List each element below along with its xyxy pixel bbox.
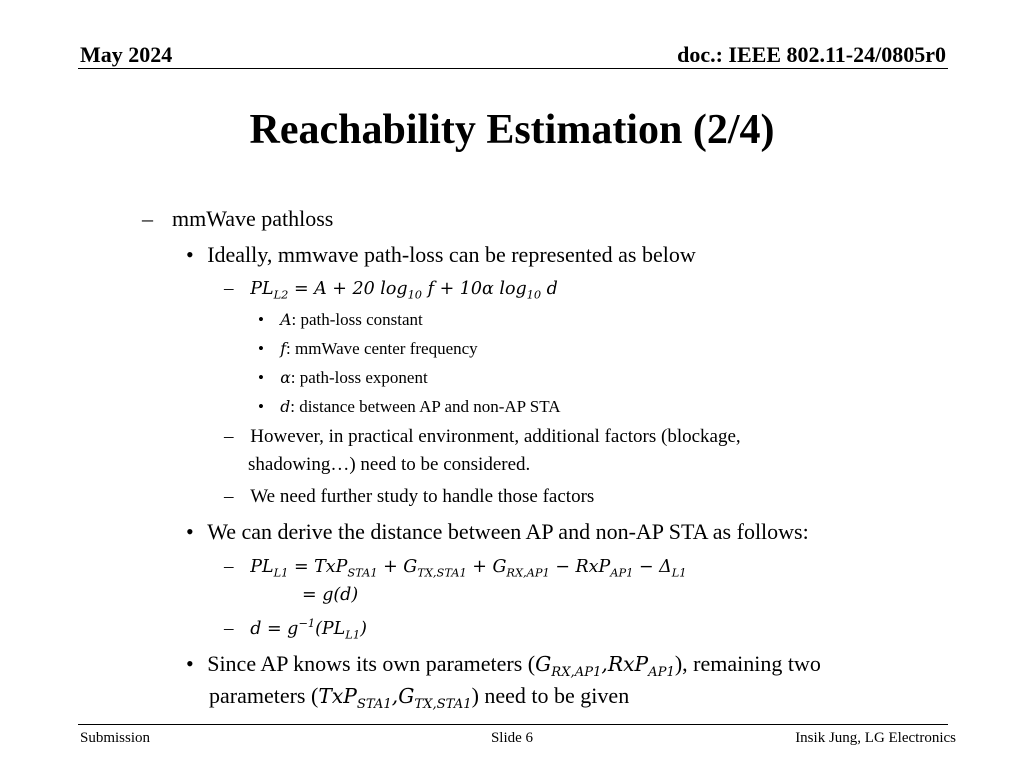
formula-text: $PL_{L2} = A + 20$ $\log_{10} f + 10\alpha$ $\log_{10} d$ xyxy=(250,279,558,302)
dot-bullet: • xyxy=(258,397,264,416)
list-item: • We can derive the distance between AP and non-AP STA as follows: xyxy=(186,519,809,544)
list-item: • f: mmWave center frequency xyxy=(258,339,478,358)
dash-bullet: – xyxy=(224,617,234,639)
dot-bullet: • xyxy=(258,368,264,387)
formula-pathloss xyxy=(224,278,558,301)
formula-inline: $G_{RX,AP1},RxP_{AP1}$ xyxy=(535,652,675,681)
footer-rule xyxy=(78,724,948,725)
dash-bullet: – xyxy=(224,556,234,577)
dash-bullet: – xyxy=(224,278,234,299)
footer-submission: Submission xyxy=(80,730,151,746)
formula-text: $d = g^{-1}(PL_{L1})$ xyxy=(250,616,367,642)
header-date: May 2024 xyxy=(80,42,173,67)
list-item: • Ideally, mmwave path-loss can be represented as below xyxy=(186,242,696,267)
list-item: • d: distance between AP and non-AP STA xyxy=(258,397,561,416)
dash-bullet: – xyxy=(224,486,234,507)
formula-link-budget xyxy=(224,556,686,579)
dash-bullet: – xyxy=(224,426,234,447)
list-item: – mmWave pathloss xyxy=(142,206,334,231)
dot-bullet: • xyxy=(186,242,194,267)
slide-title: Reachability Estimation (2/4) xyxy=(249,107,775,153)
formula-inline: $TxP_{STA1},G_{TX,STA1}$ xyxy=(318,684,472,713)
list-item: – However, in practical environment, additional factors (blockage, xyxy=(224,426,741,447)
list-item: • α: path-loss exponent xyxy=(258,368,428,387)
header-rule xyxy=(78,68,948,69)
formula-distance xyxy=(224,616,367,641)
dot-bullet: • xyxy=(258,339,264,358)
header-doc-id: doc.: IEEE 802.11-24/0805r0 xyxy=(677,42,946,67)
list-item-continuation: shadowing…) need to be considered. xyxy=(248,454,531,475)
dash-bullet: – xyxy=(142,206,153,231)
list-item: • A: path-loss constant xyxy=(258,310,423,329)
list-item: – We need further study to handle those factors xyxy=(224,486,595,507)
dot-bullet: • xyxy=(258,310,264,329)
list-item: • Since AP knows its own parameters $(G_{RX,AP1},RxP_{AP1})$, remaining two xyxy=(186,651,821,681)
formula-continuation: = g(d) xyxy=(302,585,359,605)
dot-bullet: • xyxy=(186,519,194,544)
formula-text: $PL_{L1} = TxP_{STA1} + G_{TX,STA1} + G_{RX,AP1} - RxP_{AP1} - \Delta_{L1}$ xyxy=(250,557,687,580)
list-item-continuation: parameters $(TxP_{STA1},G_{TX,STA1})$ need to be given xyxy=(209,683,630,713)
dot-bullet: • xyxy=(186,651,194,676)
footer-author: Insik Jung, LG Electronics xyxy=(795,730,956,746)
footer-slide-number: Slide 6 xyxy=(490,730,534,746)
